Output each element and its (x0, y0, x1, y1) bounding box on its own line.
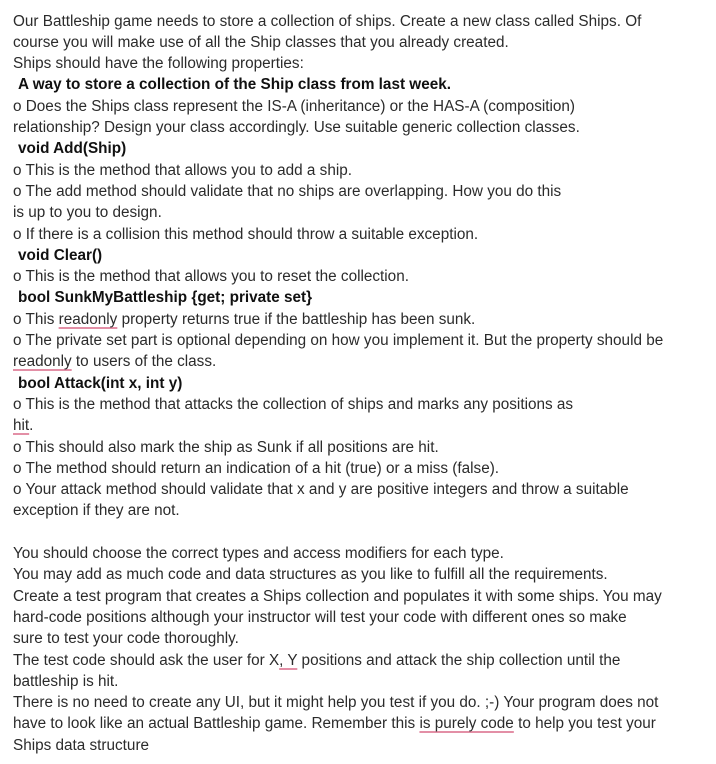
text-segment: exception if they are not. (13, 502, 180, 520)
text-segment: relationship? Design your class accordingly. Use suitable generic collection classes. (13, 119, 580, 136)
spellcheck-underlined-word: hit (13, 417, 30, 435)
text-line (13, 543, 504, 564)
text-line (13, 671, 118, 692)
spellcheck-underlined-word: is purely code (419, 715, 514, 733)
text-segment: void Clear() (18, 246, 103, 264)
text-line (13, 53, 304, 74)
spellcheck-underlined-word: , Y (279, 651, 298, 669)
text-line (13, 224, 478, 245)
text-segment: hard-code positions although your instructor will test your code with different ones so make (13, 608, 627, 626)
text-line (13, 11, 641, 32)
text-line (13, 160, 352, 181)
text-segment: bool Attack(int x, int y) (18, 374, 183, 392)
text-line (13, 437, 439, 458)
text-segment: have to look like an actual Battleship game. Remember this (13, 715, 420, 733)
text-segment: o This is the method that allows you to reset the collection. (13, 268, 409, 286)
text-line (13, 309, 475, 330)
text-segment: o The method should return an indication of a hit (true) or a miss (false). (13, 459, 500, 477)
section-heading (18, 373, 182, 394)
section-heading (18, 245, 102, 266)
text-segment: A way to store a collection of the Ship class from last week. (18, 76, 451, 94)
text-segment: void Add(Ship) (18, 140, 127, 158)
text-line (13, 202, 162, 223)
text-line (13, 500, 180, 521)
text-line (13, 96, 575, 117)
text-line (13, 32, 509, 53)
text-segment: o If there is a collision this method should throw a suitable exception. (13, 225, 479, 243)
text-segment: Our Battleship game needs to store a collection of ships. Create a new class called Ships. Of (13, 12, 642, 30)
section-heading (18, 138, 126, 159)
text-line (13, 607, 627, 628)
text-segment: bool SunkMyBattleship {get; private set} (18, 289, 313, 307)
text-segment: o Does the Ships class represent the IS-A (inheritance) or the HAS-A (composition) (13, 97, 575, 115)
text-segment: o This should also mark the ship as Sunk if all positions are hit. (13, 438, 439, 456)
text-line (13, 394, 573, 415)
text-line (13, 650, 620, 671)
text-segment: o This is the method that allows you to add a ship. (13, 161, 352, 179)
text-segment: You may add as much code and data structures as you like to fulfill all the requirements. (13, 566, 608, 584)
text-line (13, 266, 409, 287)
text-segment: o This (13, 310, 59, 328)
section-heading (18, 287, 312, 308)
spellcheck-underlined-word: readonly (13, 353, 72, 371)
text-segment: o This is the method that attacks the collection of ships and marks any positions as (13, 395, 574, 413)
text-segment: There is no need to create any UI, but it might help you test if you do. ;-) Your program does not (13, 694, 659, 712)
text-line (13, 415, 33, 436)
spellcheck-underlined-word: readonly (58, 310, 118, 328)
text-segment: positions and attack the ship collection until the (297, 651, 621, 669)
text-line (13, 628, 239, 649)
text-segment: to users of the class. (71, 353, 217, 371)
text-segment: Create a test program that creates a Ships collection and populates it with some ships. You may (13, 587, 662, 605)
text-segment: battleship is hit. (13, 672, 119, 690)
text-segment: The test code should ask the user for X (13, 651, 280, 669)
text-line (13, 117, 580, 138)
text-segment: o Your attack method should validate that x and y are positive integers and throw a suitable (13, 481, 629, 499)
text-line (13, 692, 658, 713)
text-line (13, 735, 149, 756)
text-segment: Ships should have the following properties: (13, 55, 304, 73)
text-segment: property returns true if the battleship has been sunk. (117, 310, 476, 328)
text-line (13, 713, 656, 734)
text-segment: sure to test your code thoroughly. (13, 630, 239, 648)
text-segment: o The private set part is optional depending on how you implement it. But the property should be (13, 332, 664, 349)
text-line (13, 181, 561, 202)
text-line (13, 458, 499, 479)
text-segment: is up to you to design. (13, 204, 162, 222)
text-line (13, 479, 629, 500)
text-line (13, 564, 608, 585)
text-line (13, 351, 216, 372)
text-line (13, 330, 663, 351)
text-segment: . (29, 417, 34, 435)
text-segment: You should choose the correct types and access modifiers for each type. (13, 545, 504, 562)
text-segment: o The add method should validate that no ships are overlapping. How you do this (13, 182, 562, 200)
section-heading (18, 74, 451, 95)
text-segment: Ships data structure (13, 736, 150, 754)
text-segment: to help you test your (513, 715, 656, 733)
text-line (13, 586, 662, 607)
text-segment: course you will make use of all the Ship classes that you already created. (13, 33, 509, 51)
